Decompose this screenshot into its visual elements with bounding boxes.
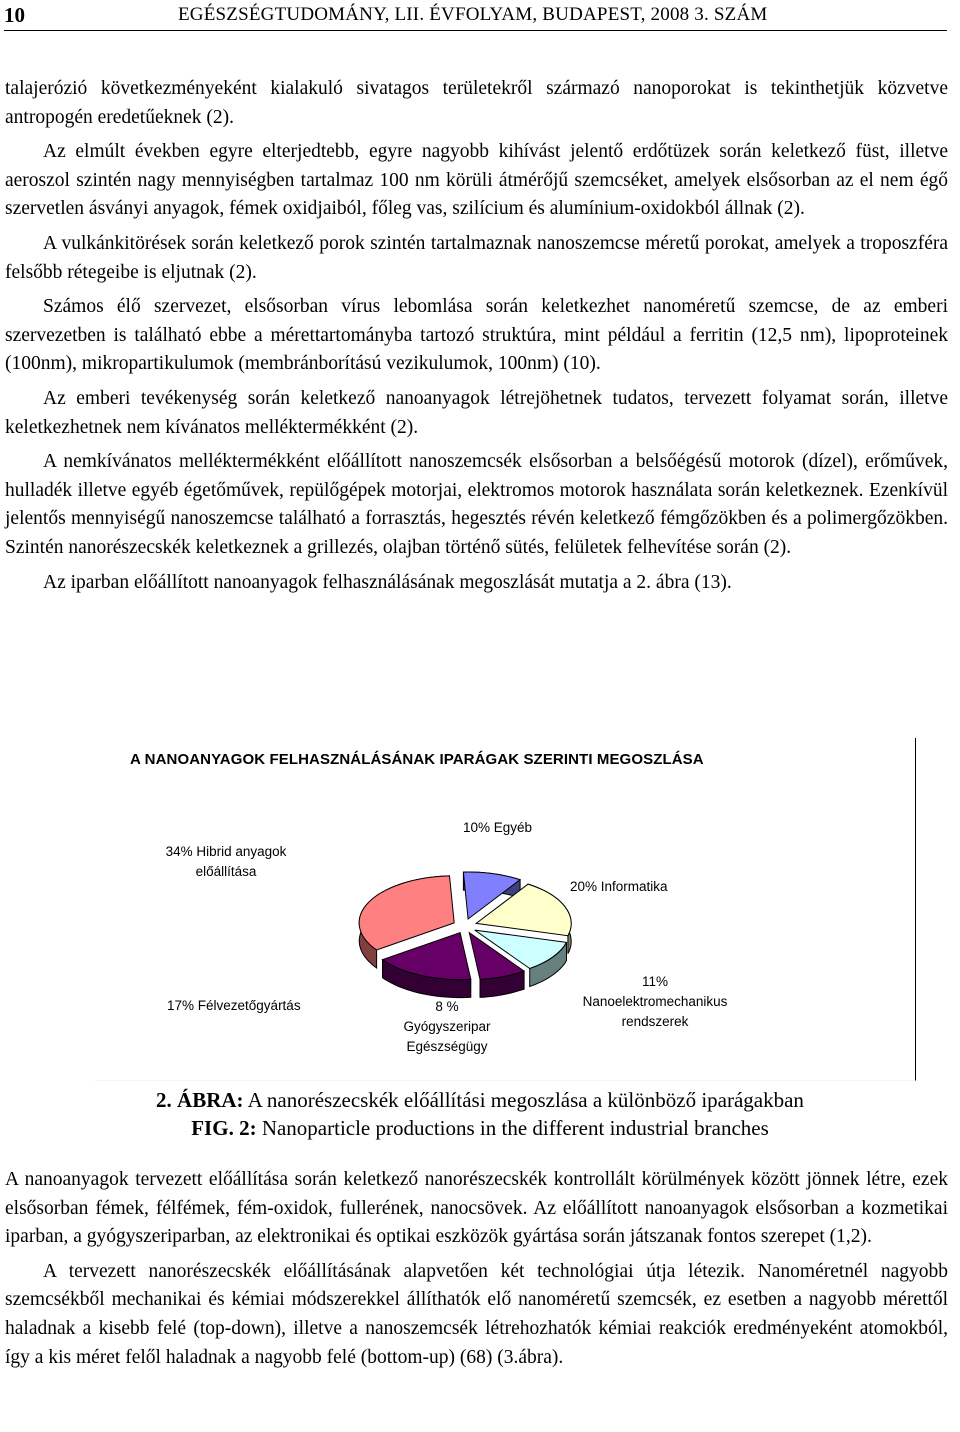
body-text-top: [5, 75, 948, 597]
label-nanoelektromechanikus: 11% Nanoelektromechanikus rendszerek: [582, 974, 728, 1029]
paragraph: Az elmúlt években egyre elterjedtebb, egyre nagyobb kihívást jelentő erdőtüzek során keletkező füst, illetve aeroszol szintén nagy mennyiségben tartalmaz 100 nm körüli átmérőjű szemcséket, amelyek elsősorban az el nem égő szervetlen ásványi anyagok, fémek oxidjaiból, főleg vas, szilícium és alumínium-oxidokból állnak (2).: [5, 141, 948, 220]
journal-header: EGÉSZSÉGTUDOMÁNY, LII. ÉVFOLYAM, BUDAPEST, 2008 3. SZÁM: [178, 4, 768, 25]
figure-caption-en: FIG. 2: Nanoparticle productions in the different industrial branches: [191, 1116, 769, 1140]
paragraph: Az emberi tevékenység során keletkező nanoanyagok létrejöhetnek tudatos, tervezett folyamat során, illetve keletkezhetnek nem kívánatos melléktermékként (2).: [5, 387, 948, 438]
label-felvezetogyartas: 17% Félvezetőgyártás: [167, 998, 301, 1013]
chart-title: A NANOANYAGOK FELHASZNÁLÁSÁNAK IPARÁGAK SZERINTI MEGOSZLÁSA: [130, 751, 704, 768]
paragraph: Az iparban előállított nanoanyagok felhasználásának megoszlását mutatja a 2. ábra (13).: [43, 571, 732, 593]
label-gyogyszeripar: 8 % Gyógyszeripar Egészségügy: [403, 999, 491, 1054]
figure-caption-hu: 2. ÁBRA: A nanorészecskék előállítási megoszlása a különböző iparágakban: [156, 1088, 804, 1112]
paragraph: Számos élő szervezet, elsősorban vírus lebomlása során keletkezhet nanoméretű szemcse, de az emberi szervezetben is található ebbe a mérettartományba tartozó struktúra, mint például a ferritin (12,5 nm), lipoproteinek (100nm), mikropartikulumok (membránborítású vezikulumok, 100nm) (10).: [5, 296, 948, 375]
page-header: [0, 0, 960, 34]
paragraph: talajerózió következményeként kialakuló sivatagos területekről származó nanoporokat is tekinthetjük közvetve antropogén eredetűeknek (2).: [5, 78, 948, 128]
paragraph: A nemkívánatos melléktermékként előállított nanoszemcsék elsősorban a belsőégésű motorok (dízel), erőművek, hulladék illetve egyéb égetőművek, repülőgépek motorjai, elektromos motorok használata során keletkeznek. Ezenkívül jelentős mennyiségű nanoszemcse található a forrasztás, hegesztés révén keletkező fémgőzökben és a polimergőzökben. Szintén nanorészecskék keletkeznek a grillezés, olajban történő sütés, felületek felhevítése során (2).: [5, 451, 948, 558]
label-egyeb: 10% Egyéb: [463, 820, 533, 835]
pie-slice-hibrid-anyagok-el-ll-t-sa: [359, 876, 454, 950]
page-number: 10: [4, 3, 25, 27]
body-text-bottom: [5, 1166, 948, 1372]
label-hibrid: 34% Hibrid anyagok előállítása: [165, 844, 287, 879]
label-informatika: 20% Informatika: [570, 879, 668, 894]
pie-chart-figure: [95, 738, 916, 1081]
paragraph: A nanoanyagok tervezett előállítása során keletkező nanorészecskék kontrollált körülmények között jönnek létre, ezek elsősorban fémek, félfémek, fém-oxidok, fullerének, nanocsövek. Az előállított nanoanyagok elsősorban a kozmetikai iparban, a gyógyszeriparban, az elektronikai és optikai eszközök gyártása során játszanak fontos szerepet (1,2).: [5, 1169, 948, 1248]
paragraph: A vulkánkitörések során keletkező porok szintén tartalmaznak nanoszemcse méretű porokat, amelyek a troposzféra felsőbb rétegeibe is eljutnak (2).: [5, 232, 948, 283]
paragraph: A tervezett nanorészecskék előállításának alapvetően két technológiai útja létezik. Nanoméretnél nagyobb szemcsékből mechanikai és kémiai módszerekkel állíthatók elő nanoméretű szemcsék, ez esetben a nagyobb mérettől haladnak a kisebb felé (top-down), illetve a nanoszemcsék létrehozhatók kémiai reakciók eredményeként atomokból, így a kis méret felől haladnak a nagyobb felé (bottom-up) (68) (3.ábra).: [5, 1260, 948, 1368]
header-rule: [4, 30, 947, 31]
